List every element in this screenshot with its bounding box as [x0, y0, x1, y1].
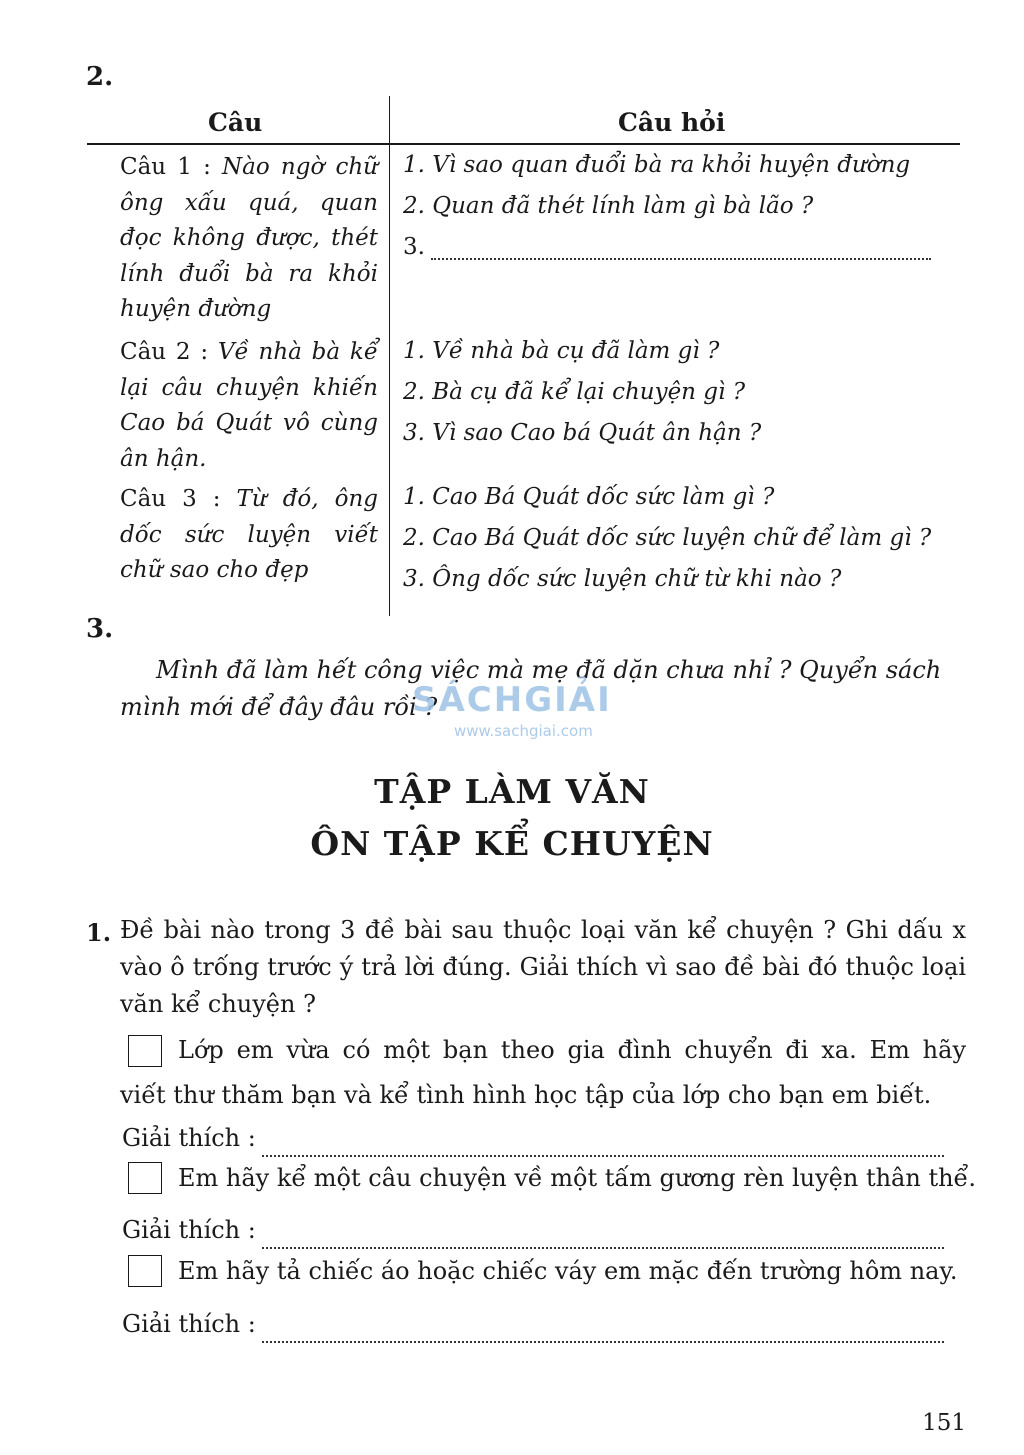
sachgiai-watermark — [412, 680, 612, 740]
explain-line-2 — [122, 1212, 944, 1249]
option-2-line-1: Em hãy kể một câu chuyện về một tấm gương rèn luyện thân thể. — [178, 1164, 976, 1192]
explain-dotted-line-3 — [262, 1335, 944, 1343]
row-3-prefix: Câu 3 : — [120, 486, 237, 512]
option-1-line-1: Lớp em vừa có một bạn theo gia đình chuyển đi xa. Em hãy — [178, 1036, 966, 1064]
exercise-3-number: 3. — [86, 614, 114, 644]
explain-dotted-line-2 — [262, 1241, 944, 1249]
row-3-question-3: 3. Ông dốc sức luyện chữ từ khi nào ? — [403, 566, 842, 592]
row-1-question-3 — [403, 234, 931, 260]
row-3-question-1: 1. Cao Bá Quát dốc sức làm gì ? — [403, 484, 775, 510]
table-header-questions: Câu hỏi — [618, 108, 726, 137]
row-2-prefix: Câu 2 : — [120, 339, 218, 365]
explain-label-3: Giải thích : — [122, 1310, 256, 1338]
section-title: TẬP LÀM VĂN — [374, 772, 650, 811]
option-3-checkbox[interactable] — [128, 1255, 162, 1287]
table-row-1-sentence — [120, 150, 378, 328]
row-1-question-3-number: 3. — [403, 234, 425, 260]
explain-dotted-line-1 — [262, 1149, 944, 1157]
explain-line-3 — [122, 1306, 944, 1343]
task-1-number: 1. — [86, 918, 112, 947]
explain-label-1: Giải thích : — [122, 1124, 256, 1152]
table-header-rule — [87, 143, 960, 145]
explain-line-1 — [122, 1120, 944, 1157]
row-1-question-2: 2. Quan đã thét lính làm gì bà lão ? — [403, 193, 814, 219]
row-3-text: Từ đó, ông dốc sức luyện viết chữ sao cho đẹp — [120, 486, 378, 583]
table-row-2-sentence — [120, 335, 378, 477]
table-header-sentence: Câu — [208, 108, 263, 137]
exercise-3-text: Mình đã làm hết công việc mà mẹ đã dặn chưa nhỉ ? Quyển sách mình mới để đây đâu rồi ? — [120, 656, 942, 721]
answer-dotted-line — [431, 252, 931, 260]
section-subtitle: ÔN TẬP KỂ CHUYỆN — [310, 824, 714, 863]
task-1-prompt: Đề bài nào trong 3 đề bài sau thuộc loại văn kể chuyện ? Ghi dấu x vào ô trống trước ý trả lời đúng. Giải thích vì sao đề bài đó thuộc loại văn kể chuyện ? — [120, 916, 966, 1018]
watermark-url: www.sachgiai.com — [454, 722, 593, 740]
option-1-checkbox[interactable] — [128, 1035, 162, 1067]
explain-label-2: Giải thích : — [122, 1216, 256, 1244]
row-3-question-2: 2. Cao Bá Quát dốc sức luyện chữ để làm gì ? — [403, 525, 932, 551]
page-number: 151 — [922, 1410, 966, 1436]
watermark-brand: SÁCHGIẢI — [412, 680, 612, 720]
exercise-2-number: 2. — [86, 62, 114, 92]
option-1-line-2: viết thư thăm bạn và kể tình hình học tập của lớp cho bạn em biết. — [120, 1081, 932, 1109]
option-2-checkbox[interactable] — [128, 1162, 162, 1194]
option-3-line-1: Em hãy tả chiếc áo hoặc chiếc váy em mặc đến trường hôm nay. — [178, 1257, 958, 1285]
row-2-question-1: 1. Về nhà bà cụ đã làm gì ? — [403, 338, 720, 364]
row-1-prefix: Câu 1 : — [120, 154, 223, 180]
row-1-question-1: 1. Vì sao quan đuổi bà ra khỏi huyện đường — [403, 152, 911, 178]
row-1-text: Nào ngờ chữ ông xấu quá, quan đọc không được, thét lính đuổi bà ra khỏi huyện đường — [120, 154, 378, 322]
row-2-question-2: 2. Bà cụ đã kể lại chuyện gì ? — [403, 379, 746, 405]
row-2-text: Về nhà bà kể lại câu chuyện khiến Cao bá Quát vô cùng ân hận. — [120, 339, 378, 472]
row-2-question-3: 3. Vì sao Cao bá Quát ân hận ? — [403, 420, 762, 446]
table-row-3-sentence — [120, 482, 378, 589]
table-column-divider — [389, 96, 390, 616]
